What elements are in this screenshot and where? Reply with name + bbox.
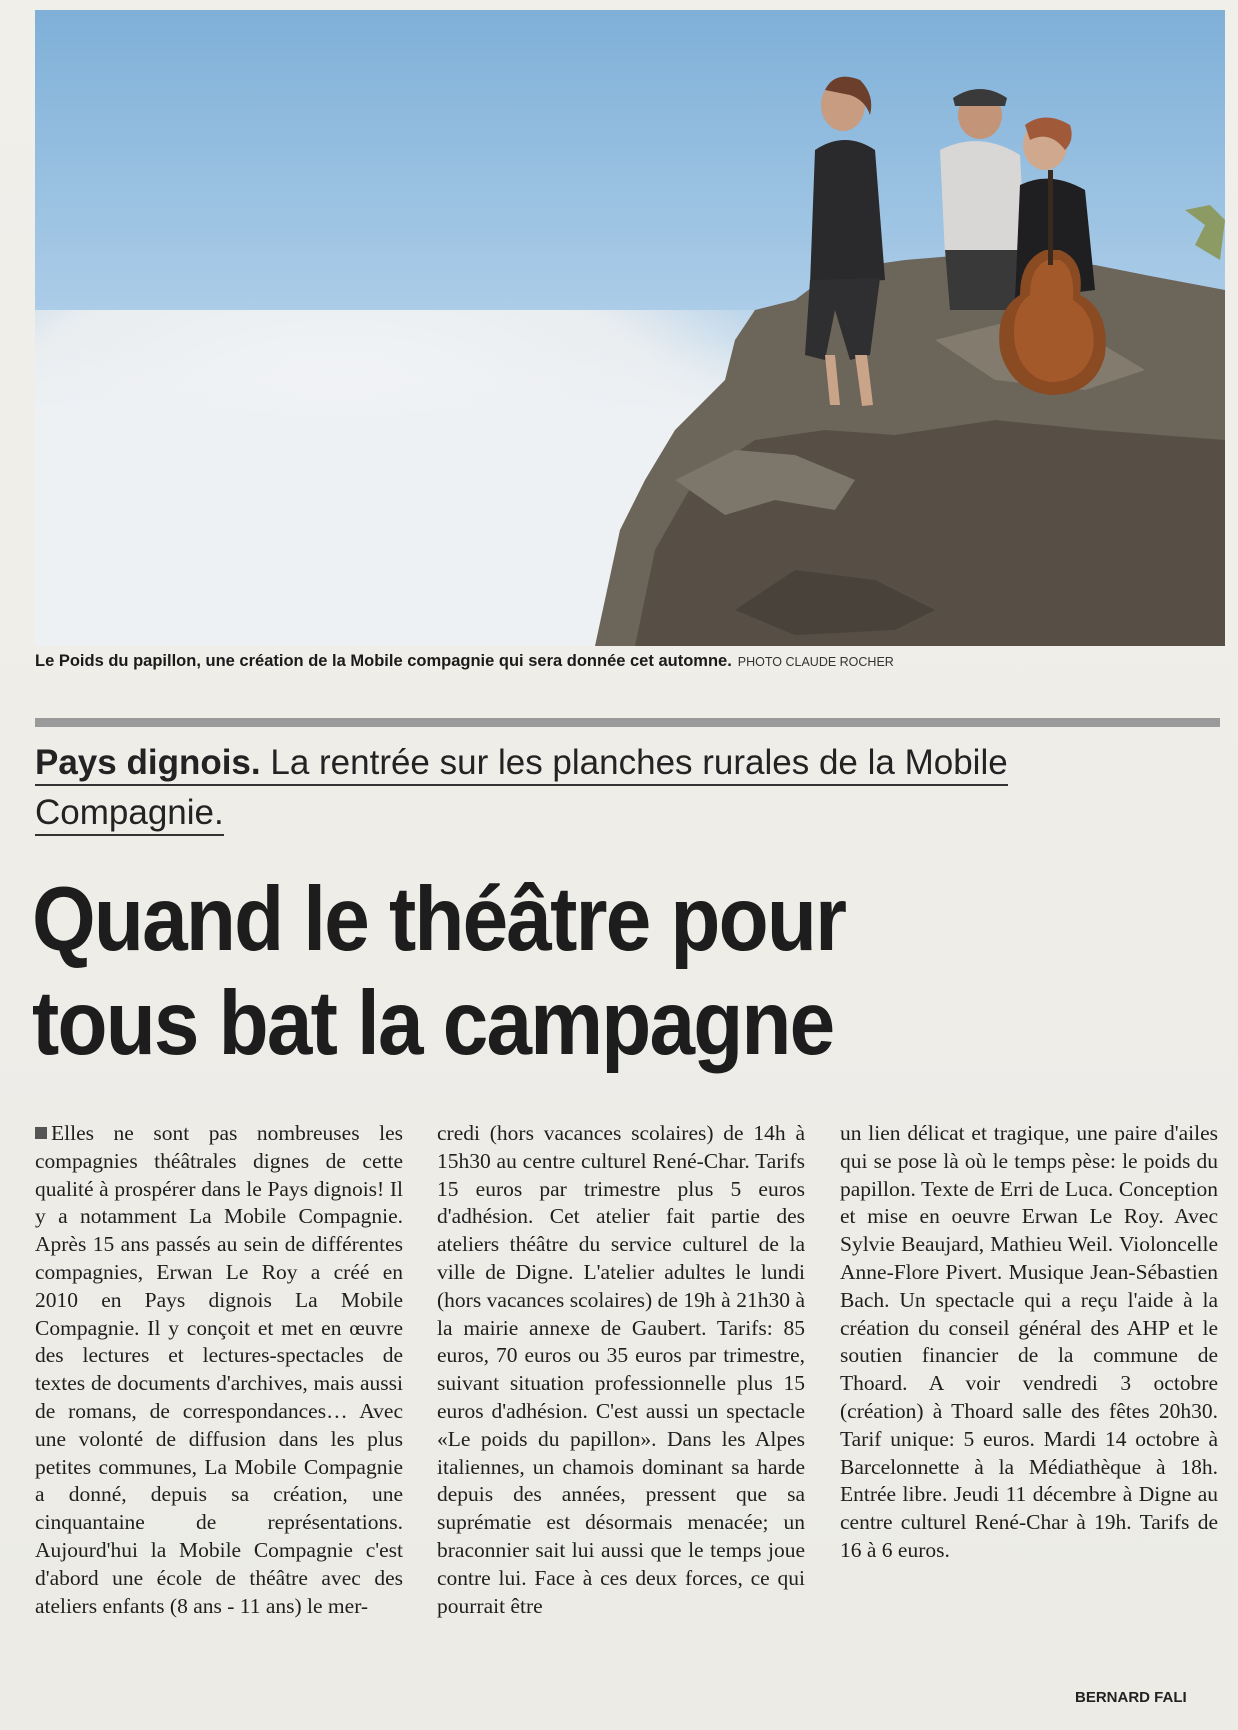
photo-caption-text: Le Poids du papillon, une création de la Mobile compagnie qui sera donnée cet automne. xyxy=(35,652,732,670)
photo-caption xyxy=(35,652,1225,676)
headline-line-2: tous bat la campagne xyxy=(32,973,834,1074)
article-column-1-text: Elles ne sont pas nombreuses les compagnies théâtrales dignes de cette qualité à prospérer dans le Pays dignois! Il y a notamment La Mobile Compagnie. Après 15 ans passés au sein de différentes compagnies, Erwan Le Roy a créé en 2010 en Pays dignois La Mobile Compagnie. Il y conçoit et met en œuvre des lectures et lectures-spectacles de textes de documents d'archives, mais aussi de romans, de correspondances… Avec une volonté de diffusion dans les plus petites communes, La Mobile Compagnie a donné, depuis sa création, une cinquantaine de représentations. Aujourd'hui la Mobile Compagnie c'est d'abord une école de théâtre avec des ateliers enfants (8 ans - 11 ans) le mer- xyxy=(35,1121,403,1618)
article-headline xyxy=(32,868,1103,1076)
article-column-2: credi (hors vacances scolaires) de 14h à 15h30 au centre culturel René-Char. Tarifs 15 euros par trimestre plus 5 euros d'adhésion. Cet atelier fait partie des ateliers théâtre du service culturel de la ville de Digne. L'atelier adultes le lundi (hors vacances scolaires) de 19h à 21h30 à la mairie annexe de Gaubert. Tarifs: 85 euros, 70 euros ou 35 euros par trimestre, suivant situation professionnelle plus 15 euros d'adhésion. C'est aussi un spectacle «Le poids du papillon». Dans les Alpes italiennes, un chamois dominant sa harde depuis des années, pressent que sa suprématie est désormais menacée; un braconnier sait lui aussi que le temps joue contre lui. Face à ces deux forces, ce qui pourrait être xyxy=(437,1121,805,1618)
paragraph-bullet-icon xyxy=(35,1127,47,1139)
article-author: BERNARD FALI xyxy=(1075,1689,1187,1706)
kicker-underline xyxy=(35,743,1008,836)
article-column-3: un lien délicat et tragique, une paire d'ailes qui se pose là où le temps pèse: le poids du papillon. Texte de Erri de Luca. Conception et mise en oeuvre Erwan Le Roy. Avec Sylvie Beaujard, Mathieu Weil. Violoncelle Anne-Flore Pivert. Musique Jean-Sébastien Bach. Un spectacle qui a reçu l'aide à la création du conseil général des AHP et le soutien financier de la commune de Thoard. A voir vendredi 3 octobre (création) à Thoard salle des fêtes 20h30. Tarif unique: 5 euros. Mardi 14 octobre à Barcelonnette à la Médiathèque à 18h. Entrée libre. Jeudi 11 décembre à Digne au centre culturel René-Char à 19h. Tarifs de 16 à 6 euros. xyxy=(840,1121,1218,1562)
photo-scene xyxy=(35,10,1225,646)
article-kicker xyxy=(35,738,1185,838)
kicker-text: La rentrée sur les planches rurales de la Mobile Compagnie. xyxy=(35,743,1008,832)
article-photo xyxy=(35,10,1225,646)
section-rule xyxy=(35,718,1220,727)
article-body xyxy=(35,1120,1225,1680)
headline-line-1: Quand le théâtre pour xyxy=(32,869,846,970)
article-column-1 xyxy=(35,1120,403,1620)
photo-credit: PHOTO CLAUDE ROCHER xyxy=(737,655,894,669)
kicker-lead: Pays dignois. xyxy=(35,743,261,782)
